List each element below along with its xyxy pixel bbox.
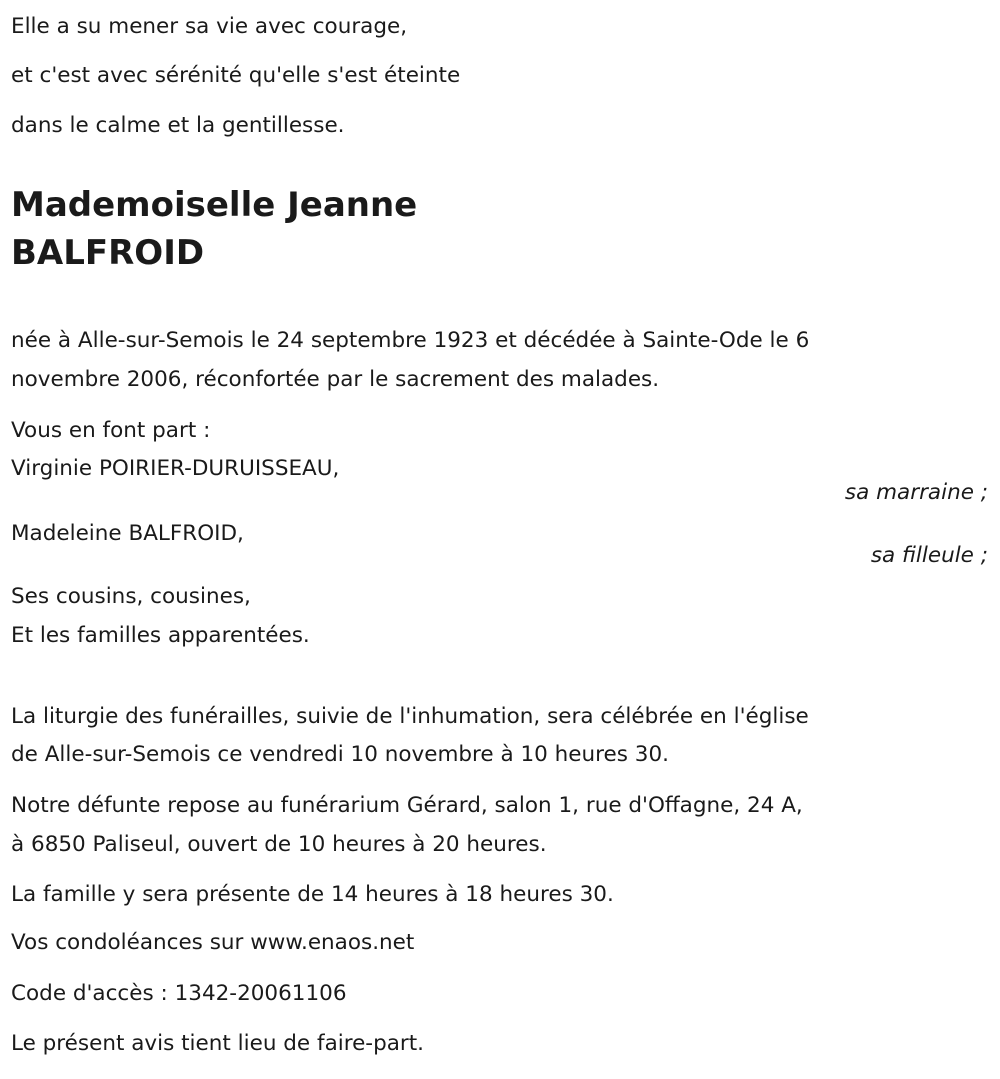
liturgy-text: de Alle-sur-Semois ce vendredi 10 novembre à 10 heures 30. (11, 742, 669, 767)
condolences-text[interactable]: Vos condoléances sur www.enaos.net (11, 930, 415, 955)
deceased-name: Mademoiselle Jeanne (11, 185, 418, 225)
others-line: Et les familles apparentées. (11, 623, 310, 648)
announce-text: Vous en font part : (11, 418, 211, 443)
rest-text: à 6850 Paliseul, ouvert de 10 heures à 20 heures. (11, 832, 547, 857)
intro-line: et c'est avec sérénité qu'elle s'est éteinte (11, 63, 461, 88)
deceased-surname: BALFROID (11, 233, 205, 273)
others-line: Ses cousins, cousines, (11, 584, 251, 609)
liturgy-text: La liturgie des funérailles, suivie de l'inhumation, sera célébrée en l'église (11, 704, 809, 729)
birth-death-text: novembre 2006, réconfortée par le sacrement des malades. (11, 367, 660, 392)
presence-text: La famille y sera présente de 14 heures à 18 heures 30. (11, 882, 614, 907)
family-member-role: sa marraine ; (844, 480, 988, 505)
notice-text: Le présent avis tient lieu de faire-part. (11, 1031, 424, 1056)
family-member-name: Madeleine BALFROID, (11, 521, 244, 546)
access-code-text: Code d'accès : 1342-20061106 (11, 981, 347, 1006)
family-member-name: Virginie POIRIER-DURUISSEAU, (11, 456, 340, 481)
family-member-role: sa filleule ; (870, 543, 988, 568)
rest-text: Notre défunte repose au funérarium Gérard, salon 1, rue d'Offagne, 24 A, (11, 793, 803, 818)
birth-death-text: née à Alle-sur-Semois le 24 septembre 1923 et décédée à Sainte-Ode le 6 (11, 328, 810, 353)
intro-line: dans le calme et la gentillesse. (11, 113, 345, 138)
intro-line: Elle a su mener sa vie avec courage, (11, 14, 408, 39)
